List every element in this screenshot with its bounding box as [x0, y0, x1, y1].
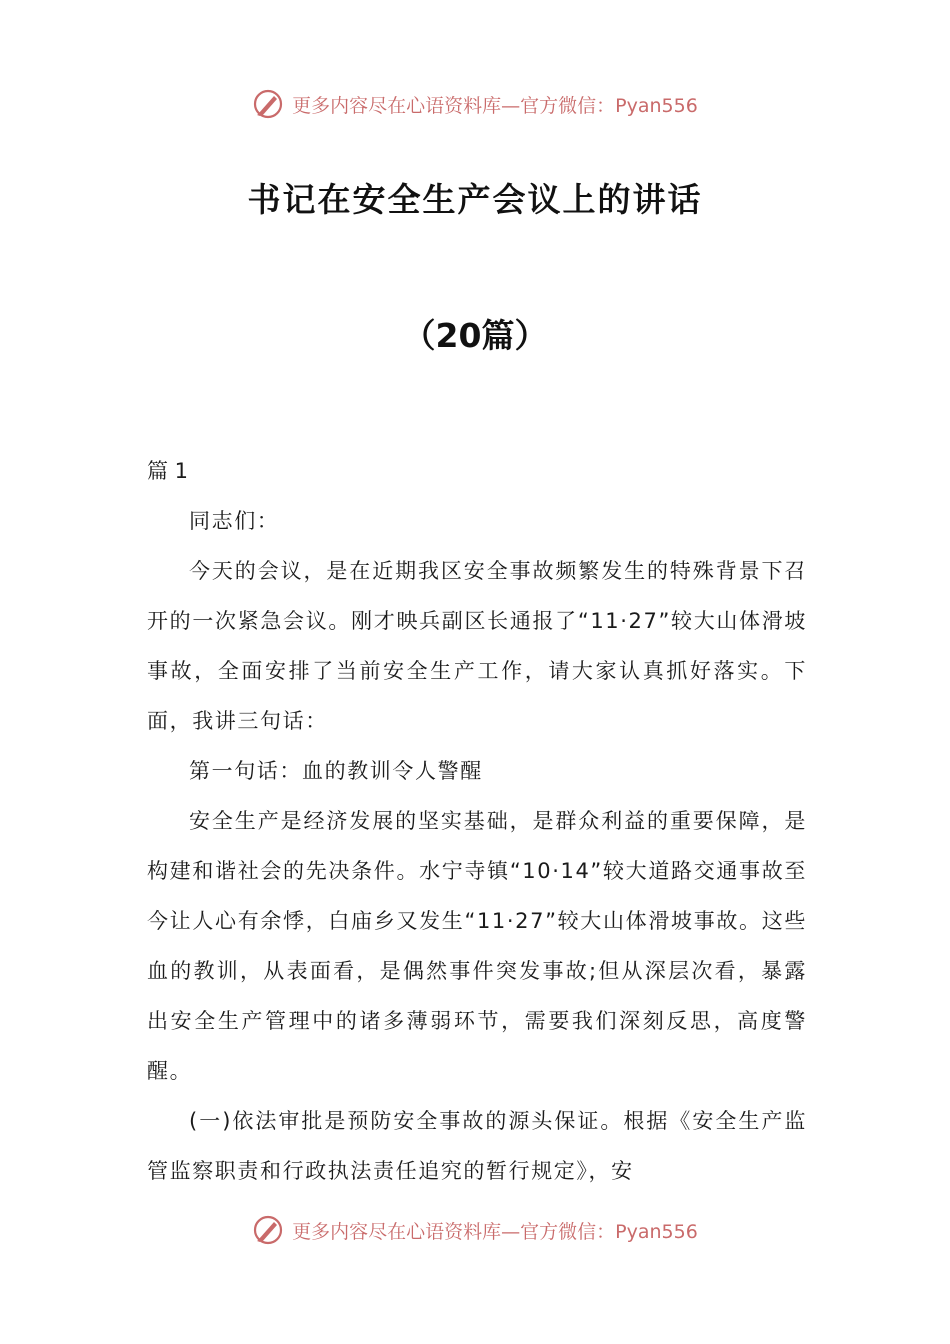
watermark-banner-top: [0, 84, 950, 124]
document-body: [147, 446, 807, 1196]
paragraph-body-1: 安全生产是经济发展的坚实基础，是群众利益的重要保障，是构建和谐社会的先决条件。水宁寺镇“10·14”较大道路交通事故至今让人心有余悸，白庙乡又发生“11·27”较大山体滑坡事故。这些血的教训，从表面看，是偶然事件突发事故;但从深层次看，暴露出安全生产管理中的诸多薄弱环节，需要我们深刻反思，高度警醒。: [147, 809, 807, 1083]
watermark-banner-bottom: [0, 1210, 950, 1250]
watermark-wechat-id: Pyan556: [615, 1220, 698, 1243]
pen-logo-icon: [252, 88, 284, 120]
paragraph-salutation: 同志们：: [189, 509, 280, 533]
section-label: 篇 1: [147, 459, 189, 483]
paragraph-point-1: (一)依法审批是预防安全事故的源头保证。根据《安全生产监管监察职责和行政执法责任追究的暂行规定》，安: [147, 1109, 807, 1183]
paragraph-heading-1: 第一句话：血的教训令人警醒: [189, 759, 483, 783]
watermark-text: 更多内容尽在心语资料库—官方微信：: [292, 1220, 616, 1243]
document-subtitle: （20篇）: [402, 316, 548, 355]
watermark-wechat-id: Pyan556: [615, 94, 698, 117]
watermark-text: 更多内容尽在心语资料库—官方微信：: [292, 94, 616, 117]
paragraph-intro: 今天的会议，是在近期我区安全事故频繁发生的特殊背景下召开的一次紧急会议。刚才映兵副区长通报了“11·27”较大山体滑坡事故，全面安排了当前安全生产工作，请大家认真抓好落实。下面，我讲三句话：: [147, 559, 807, 733]
document-title: 书记在安全生产会议上的讲话: [247, 180, 703, 219]
pen-logo-icon: [252, 1214, 284, 1246]
